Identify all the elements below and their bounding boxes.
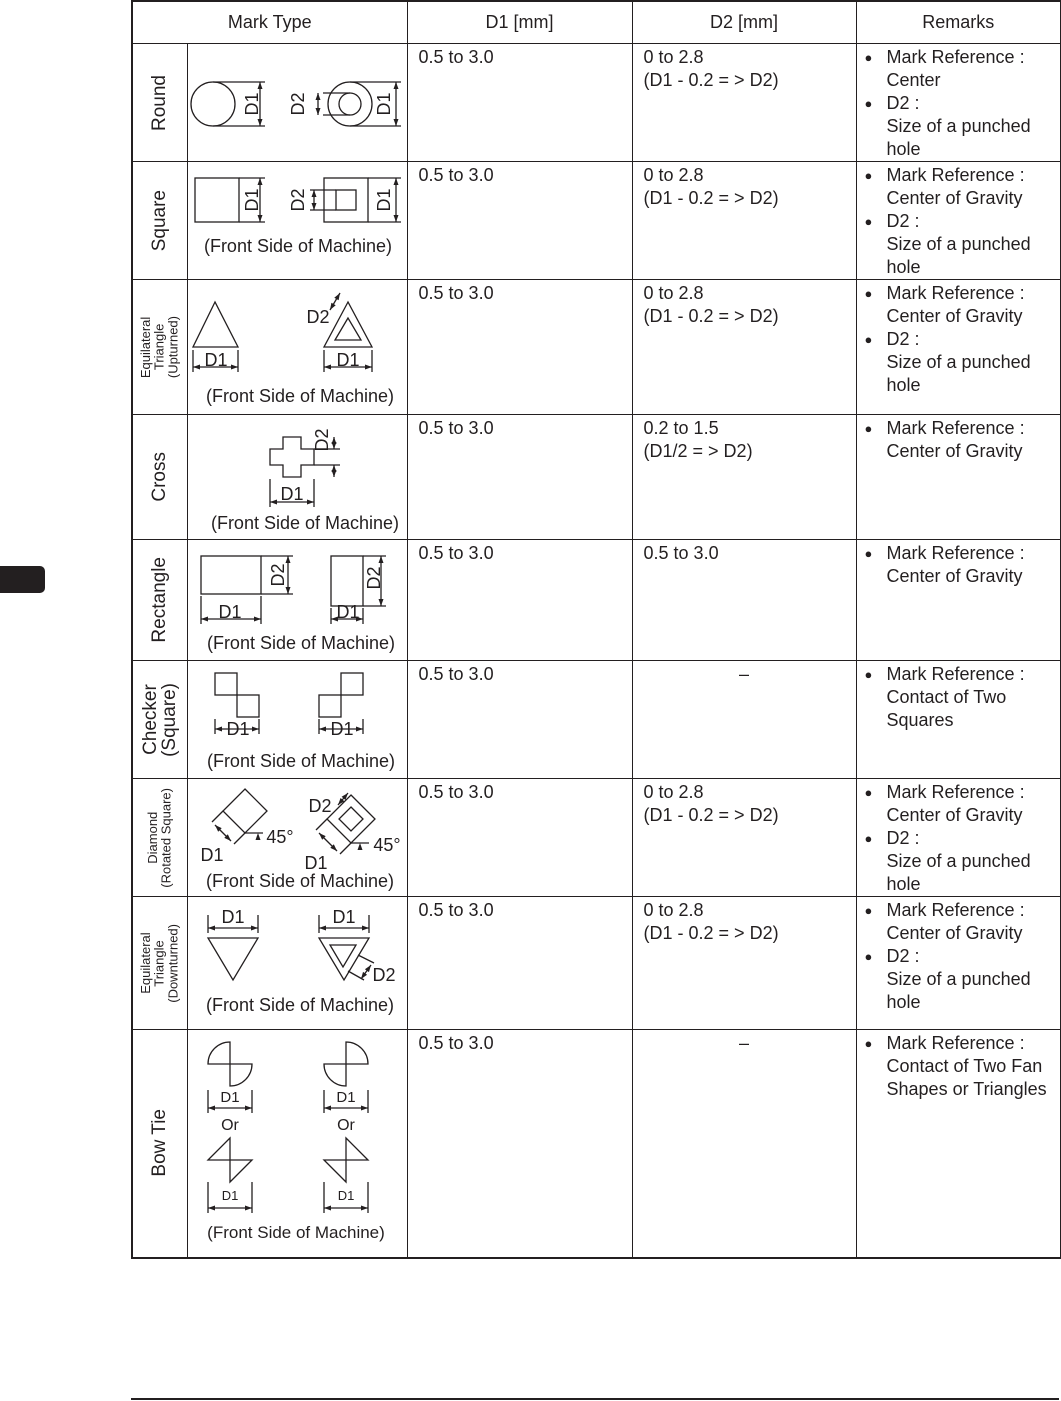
bullet-icon: ● [864,831,873,846]
diagram-label-front: (Front Side of Machine) [210,513,399,533]
header-remarks: Remarks [856,1,1061,44]
d1-value: 0.5 to 3.0 [418,664,494,684]
d1-cell [407,1030,632,1258]
bullet-icon: ● [864,332,873,347]
diagram-label-front: (Front Side of Machine) [205,386,394,406]
remark-heading: Mark Reference : [886,782,1025,802]
diagram-label-angle: 45° [265,827,294,847]
remark-text: Contact of Two Fan Shapes or Triangles [886,1056,1047,1099]
d1-cell [407,779,632,897]
diagram-label-front: (Front Side of Machine) [206,1223,385,1242]
diagram-label-d2: D2 [305,307,330,327]
d2-cell [632,897,856,1030]
bullet-icon: ● [864,546,873,561]
d2-cell [632,540,856,661]
d1-cell [407,44,632,162]
d1-cell [407,280,632,415]
remarks-cell [856,661,1061,779]
mark-type-name-cell [132,415,187,540]
d1-value: 0.5 to 3.0 [418,283,494,303]
remark-heading: D2 : [886,93,920,113]
diagram-label-front: (Front Side of Machine) [205,995,394,1015]
remark-item [865,1032,1057,1055]
remark-text: Size of a punched hole [886,234,1031,277]
diagram-label-d2: D2 [307,796,332,816]
d2-cell [632,44,856,162]
diagram-label-or: Or [220,1117,239,1134]
remark-heading: Mark Reference : [886,543,1025,563]
mark-type-name-cell [132,44,187,162]
diagram-label-d2: D2 [287,188,308,212]
remarks-cell [856,415,1061,540]
bowtie-mark-diagram [188,1030,408,1256]
bullet-icon: ● [864,96,873,111]
remark-text: Size of a punched hole [886,352,1031,395]
d2-value: (D1 - 0.2 = > D2) [643,923,779,943]
remark-text: Center of Gravity [886,306,1023,326]
tridown-mark-diagram [188,897,408,1028]
diamond-mark-diagram [188,779,408,895]
round-mark-diagram [188,44,408,159]
diagram-label-front: (Front Side of Machine) [203,236,392,256]
bullet-icon: ● [864,214,873,229]
diagram-label-d1: D1 [335,1089,356,1106]
diagram-label-d1: D1 [241,188,262,212]
table-row [132,280,1061,415]
bullet-icon: ● [864,286,873,301]
remarks-cell [856,280,1061,415]
remarks-cell [856,44,1061,162]
d2-cell [632,415,856,540]
square-mark-diagram [188,162,408,277]
d2-cell [632,280,856,415]
bullet-icon: ● [864,785,873,800]
remark-item [865,328,1057,351]
remark-heading: D2 : [886,211,920,231]
mark-type-name: Rectangle [149,557,171,643]
remark-item [865,663,1057,686]
remark-item [865,164,1057,187]
remarks-cell [856,897,1061,1030]
diagram-label-d1: D1 [329,719,354,739]
remark-text: Size of a punched hole [886,851,1031,894]
bullet-icon: ● [864,421,873,436]
remark-heading: Mark Reference : [886,283,1025,303]
remark-item [865,542,1057,565]
table-row [132,415,1061,540]
diagram-label-d1: D1 [373,92,394,116]
diagram-label-d1: D1 [337,1188,354,1203]
diagram-label-front: (Front Side of Machine) [206,633,395,653]
remark-item [865,46,1057,69]
mark-type-name: Checker (Square) [139,682,180,757]
mark-diagram-cell [187,540,407,661]
remark-heading: Mark Reference : [886,47,1025,67]
diagram-label-d1: D1 [199,845,224,865]
remark-item [865,92,1057,115]
mark-diagram-cell [187,44,407,162]
d1-value: 0.5 to 3.0 [418,900,494,920]
d1-cell [407,162,632,280]
d2-value: 0 to 2.8 [643,782,704,802]
diagram-label-d1: D1 [221,1188,238,1203]
d1-value: 0.5 to 3.0 [418,543,494,563]
diagram-label-d1: D1 [220,907,245,927]
remark-heading: Mark Reference : [886,900,1025,920]
remark-text: Contact of Two Squares [886,687,1007,730]
checker-mark-diagram [188,661,408,777]
remark-text: Center of Gravity [886,566,1023,586]
remark-heading: Mark Reference : [886,1033,1025,1053]
remark-item [865,282,1057,305]
table-row [132,897,1061,1030]
bullet-icon: ● [864,667,873,682]
remark-heading: D2 : [886,329,920,349]
diagram-label-d1: D1 [217,602,242,622]
remark-heading: Mark Reference : [886,664,1025,684]
remark-heading: Mark Reference : [886,165,1025,185]
mark-type-name-cell [132,162,187,280]
d2-cell [632,162,856,280]
mark-type-name: Square [149,189,171,252]
bullet-icon: ● [864,1036,873,1051]
d1-cell [407,415,632,540]
remark-heading: Mark Reference : [886,418,1025,438]
mark-type-name: Round [149,74,171,131]
mark-type-name-cell [132,897,187,1030]
d1-cell [407,661,632,779]
diagram-label-front: (Front Side of Machine) [205,871,394,891]
d1-value: 0.5 to 3.0 [418,47,494,67]
d2-value: 0 to 2.8 [643,283,704,303]
d2-value: 0 to 2.8 [643,47,704,67]
mark-type-name-cell [132,540,187,661]
remark-item [865,781,1057,804]
remark-item [865,417,1057,440]
diagram-label-d1: D1 [279,484,304,504]
mark-type-table [131,0,1061,1259]
d1-value: 0.5 to 3.0 [418,782,494,802]
d2-value: 0.2 to 1.5 [643,418,719,438]
table-row [132,162,1061,280]
d2-value: (D1 - 0.2 = > D2) [643,805,779,825]
diagram-label-d1: D1 [373,188,394,212]
diagram-label-d1: D1 [241,92,262,116]
diagram-label-d1: D1 [303,853,328,873]
remark-text: Center [886,70,941,90]
remark-text: Size of a punched hole [886,116,1031,159]
diagram-label-or: Or [336,1117,355,1134]
diagram-label-d2: D2 [371,965,396,985]
table-row [132,1030,1061,1258]
remark-text: Center of Gravity [886,441,1023,461]
triup-mark-diagram [188,280,408,413]
diagram-label-d1: D1 [203,350,228,370]
diagram-label-d1: D1 [219,1089,240,1106]
mark-type-name: Bow Tie [149,1109,171,1178]
mark-type-name: Equilateral Triangle (Downturned) [138,923,181,1003]
remark-text: Center of Gravity [886,923,1023,943]
d2-cell [632,661,856,779]
mark-diagram-cell [187,897,407,1030]
mark-type-name: Diamond (Rotated Square) [145,787,174,888]
bullet-icon: ● [864,50,873,65]
cross-mark-diagram [188,415,408,538]
mark-type-name-cell [132,1030,187,1258]
remark-item [865,210,1057,233]
d2-value: 0.5 to 3.0 [643,543,719,563]
table-header [132,1,1061,44]
mark-diagram-cell [187,661,407,779]
header-d2: D2 [mm] [632,1,856,44]
table-row [132,661,1061,779]
remark-heading: D2 : [886,946,920,966]
mark-type-name-cell [132,779,187,897]
remarks-cell [856,1030,1061,1258]
table-row [132,540,1061,661]
remark-item [865,899,1057,922]
mark-type-name: Equilateral Triangle (Upturned) [138,315,181,379]
remark-item [865,827,1057,850]
remark-heading: D2 : [886,828,920,848]
mark-type-name-cell [132,280,187,415]
remarks-cell [856,540,1061,661]
remark-text: Size of a punched hole [886,969,1031,1012]
mark-diagram-cell [187,415,407,540]
d1-value: 0.5 to 3.0 [418,1033,494,1053]
bullet-icon: ● [864,168,873,183]
diagram-label-d1: D1 [225,719,250,739]
d2-value: (D1/2 = > D2) [643,441,753,461]
d2-value: 0 to 2.8 [643,165,704,185]
remark-item [865,945,1057,968]
bullet-icon: ● [864,903,873,918]
diagram-label-d1: D1 [335,602,360,622]
d2-cell [632,779,856,897]
remark-text: Center of Gravity [886,188,1023,208]
d1-value: 0.5 to 3.0 [418,418,494,438]
mark-type-name: Cross [149,452,171,502]
d1-cell [407,540,632,661]
bullet-icon: ● [864,949,873,964]
d2-value: 0 to 2.8 [643,900,704,920]
diagram-label-front: (Front Side of Machine) [206,751,395,771]
remarks-cell [856,162,1061,280]
d2-value: (D1 - 0.2 = > D2) [643,306,779,326]
diagram-label-d2: D2 [311,428,332,452]
d1-value: 0.5 to 3.0 [418,165,494,185]
d1-cell [407,897,632,1030]
diagram-label-d1: D1 [331,907,356,927]
diagram-label-d1: D1 [335,350,360,370]
chapter-tab [0,566,45,593]
mark-diagram-cell [187,162,407,280]
diagram-label-d2: D2 [287,92,308,116]
d2-value: (D1 - 0.2 = > D2) [643,188,779,208]
footer-rule [131,1398,1059,1400]
header-d1: D1 [mm] [407,1,632,44]
header-mark-type: Mark Type [132,1,407,44]
table-row [132,779,1061,897]
d2-value: – [739,1033,750,1053]
diagram-label-d2: D2 [267,563,288,587]
remark-text: Center of Gravity [886,805,1023,825]
mark-type-name-cell [132,661,187,779]
diagram-label-d2: D2 [363,566,384,590]
table-row [132,44,1061,162]
mark-diagram-cell [187,280,407,415]
mark-diagram-cell [187,1030,407,1258]
d2-value: – [739,664,750,684]
mark-diagram-cell [187,779,407,897]
diagram-label-angle: 45° [372,835,401,855]
d2-value: (D1 - 0.2 = > D2) [643,70,779,90]
remarks-cell [856,779,1061,897]
d2-cell [632,1030,856,1258]
rect-mark-diagram [188,540,408,659]
